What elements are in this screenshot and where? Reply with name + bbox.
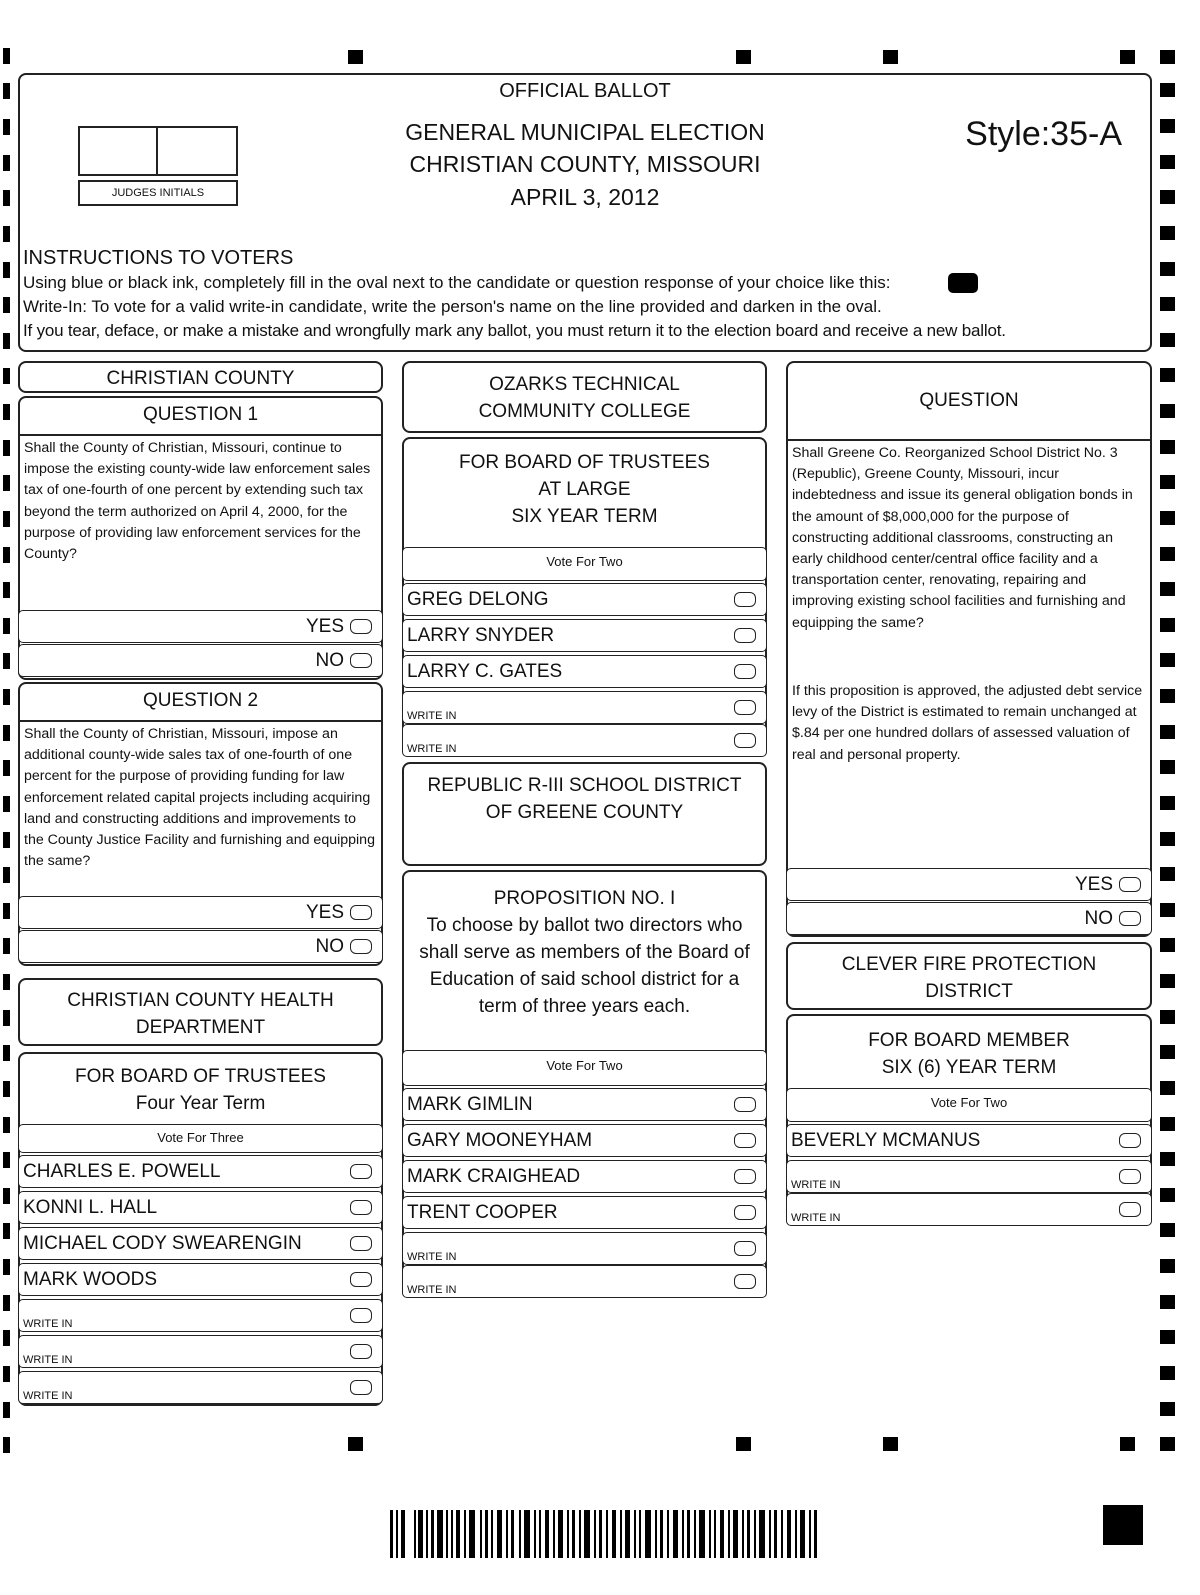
candidate-option[interactable]: TRENT COOPER [402, 1196, 767, 1229]
greene-question-no-option[interactable]: NO [786, 902, 1152, 935]
write-in-option[interactable]: WRITE IN [786, 1193, 1152, 1226]
oval[interactable] [1119, 1169, 1141, 1184]
candidate-option[interactable]: CHARLES E. POWELL [18, 1155, 383, 1188]
oval[interactable] [734, 1097, 756, 1112]
example-filled-oval [948, 273, 978, 293]
candidate-option[interactable]: MICHAEL CODY SWEARENGIN [18, 1227, 383, 1260]
oval[interactable] [1119, 877, 1141, 892]
oval[interactable] [350, 939, 372, 954]
proposition-1-contest: PROPOSITION NO. I To choose by ballot two directors who shall serve as members of the Board of Education of said school district for a term of three years each. Vote For Two MARK GIMLIN GARY MOONEYHAM MARK CRAIGHEAD TRENT COOPER WRITE IN WRITE IN [402, 870, 767, 1297]
oval[interactable] [734, 1133, 756, 1148]
candidate-option[interactable]: MARK WOODS [18, 1263, 383, 1296]
question-1-no-option[interactable]: NO [18, 644, 383, 677]
oval[interactable] [350, 1200, 372, 1215]
oval[interactable] [350, 653, 372, 668]
candidate-option[interactable]: MARK GIMLIN [402, 1088, 767, 1121]
judges-initials-label: JUDGES INITIALS [78, 180, 238, 206]
vote-for-two: Vote For Two [402, 1050, 767, 1086]
question-2-text: Shall the County of Christian, Missouri, impose an additional county-wide sales tax of one-fourth of one percent for the purpose of providing funding for law enforcement related capital projects including acquiring land and constructing additions and improvements to the County Justice Facility and furnishing and equipping the same? [24, 726, 375, 870]
write-in-option[interactable]: WRITE IN [402, 1232, 767, 1265]
oval[interactable] [734, 592, 756, 607]
vote-for-two: Vote For Two [786, 1088, 1152, 1122]
official-ballot-label: OFFICIAL BALLOT [499, 80, 671, 102]
greene-question-levy: If this proposition is approved, the adjusted debt service levy of the District is estimated to remain unchanged at $.84 per one hundred dollars of assessed valuation of real and personal property. [792, 683, 1143, 763]
oval[interactable] [350, 619, 372, 634]
otc-board-contest: FOR BOARD OF TRUSTEES AT LARGE SIX YEAR TERM Vote For Two GREG DELONG LARRY SNYDER LARRY C. GATES WRITE IN WRITE IN [402, 437, 767, 755]
oval[interactable] [350, 1272, 372, 1287]
candidate-option[interactable]: KONNI L. HALL [18, 1191, 383, 1224]
oval[interactable] [350, 1380, 372, 1395]
ballot-barcode [390, 1510, 820, 1558]
instructions-line1: Using blue or black ink, completely fill in the oval next to the candidate or question response of your choice like this: [23, 273, 891, 292]
republic-district-heading: REPUBLIC R-III SCHOOL DISTRICT OF GREENE COUNTY [402, 762, 767, 866]
question-1-text: Shall the County of Christian, Missouri, continue to impose the existing county-wide law enforcement sales tax of one-fourth of one percent by extending such tax beyond the term authorized on April 4, 2000, for the purpose of providing law enforcement services for the County? [24, 440, 371, 563]
write-in-option[interactable]: WRITE IN [786, 1160, 1152, 1193]
oval[interactable] [1119, 1133, 1141, 1148]
oval[interactable] [350, 905, 372, 920]
oval[interactable] [734, 1169, 756, 1184]
candidate-option[interactable]: LARRY SNYDER [402, 619, 767, 652]
greene-question-box [786, 361, 1152, 937]
greene-question-title: QUESTION [919, 390, 1019, 411]
election-title: GENERAL MUNICIPAL ELECTION [405, 119, 765, 145]
oval[interactable] [734, 733, 756, 748]
write-in-option[interactable]: WRITE IN [402, 691, 767, 724]
oval[interactable] [734, 1274, 756, 1289]
candidate-option[interactable]: MARK CRAIGHEAD [402, 1160, 767, 1193]
health-board-contest: FOR BOARD OF TRUSTEES Four Year Term Vote For Three CHARLES E. POWELL KONNI L. HALL MICHAEL CODY SWEARENGIN MARK WOODS WRITE IN WRITE IN WRITE IN [18, 1052, 383, 1406]
oval[interactable] [350, 1308, 372, 1323]
write-in-option[interactable]: WRITE IN [18, 1371, 383, 1404]
oval[interactable] [734, 1241, 756, 1256]
vote-for-two: Vote For Two [402, 547, 767, 581]
instructions-line2: Write-In: To vote for a valid write-in candidate, write the person's name on the line provided and darken in the oval. [23, 297, 882, 316]
oval[interactable] [734, 628, 756, 643]
question-1-box [18, 396, 383, 680]
oval[interactable] [350, 1344, 372, 1359]
election-county: CHRISTIAN COUNTY, MISSOURI [409, 151, 761, 177]
candidate-option[interactable]: LARRY C. GATES [402, 655, 767, 688]
write-in-option[interactable]: WRITE IN [18, 1335, 383, 1368]
candidate-option[interactable]: BEVERLY MCMANUS [786, 1124, 1152, 1157]
oval[interactable] [734, 700, 756, 715]
oval[interactable] [350, 1236, 372, 1251]
oval[interactable] [1119, 911, 1141, 926]
question-1-yes-option[interactable]: YES [18, 610, 383, 643]
oval[interactable] [350, 1164, 372, 1179]
candidate-option[interactable]: GREG DELONG [402, 583, 767, 616]
oval[interactable] [734, 664, 756, 679]
question-1-title: QUESTION 1 [142, 404, 259, 425]
question-2-yes-option[interactable]: YES [18, 896, 383, 929]
write-in-option[interactable]: WRITE IN [18, 1299, 383, 1332]
oval[interactable] [1119, 1202, 1141, 1217]
otc-heading: OZARKS TECHNICAL COMMUNITY COLLEGE [402, 361, 767, 433]
health-department-heading: CHRISTIAN COUNTY HEALTH DEPARTMENT [18, 978, 383, 1046]
write-in-option[interactable]: WRITE IN [402, 1265, 767, 1298]
question-2-title: QUESTION 2 [142, 690, 259, 711]
election-date: APRIL 3, 2012 [510, 184, 660, 210]
vote-for-three: Vote For Three [18, 1124, 383, 1153]
proposition-title: PROPOSITION NO. I [493, 888, 676, 909]
ballot-header [18, 73, 1152, 352]
question-2-no-option[interactable]: NO [18, 930, 383, 963]
question-2-box [18, 682, 383, 966]
fire-district-heading: CLEVER FIRE PROTECTION DISTRICT [786, 942, 1152, 1010]
oval[interactable] [734, 1205, 756, 1220]
fire-board-contest: FOR BOARD MEMBER SIX (6) YEAR TERM Vote For Two BEVERLY MCMANUS WRITE IN WRITE IN [786, 1014, 1152, 1226]
instructions-line3: If you tear, deface, or make a mistake and wrongfully mark any ballot, you must return it to the election board and receive a new ballot. [23, 321, 1006, 340]
ballot-style: Style:35-A [965, 115, 1122, 153]
greene-question-text: Shall Greene Co. Reorganized School District No. 3 (Republic), Greene County, Missouri, incur indebtedness and issue its general obligation bonds in the amount of $8,000,000 for the purpose of constructing additional classrooms, constructing an early childhood center/central office facility and a transportation center, renovating, repairing and improving existing school facilities and furnishing and equipping the same? [792, 445, 1133, 631]
greene-question-yes-option[interactable]: YES [786, 868, 1152, 901]
write-in-option[interactable]: WRITE IN [402, 724, 767, 757]
christian-county-heading: CHRISTIAN COUNTY [18, 361, 383, 393]
instructions-heading: INSTRUCTIONS TO VOTERS [23, 247, 294, 269]
candidate-option[interactable]: GARY MOONEYHAM [402, 1124, 767, 1157]
